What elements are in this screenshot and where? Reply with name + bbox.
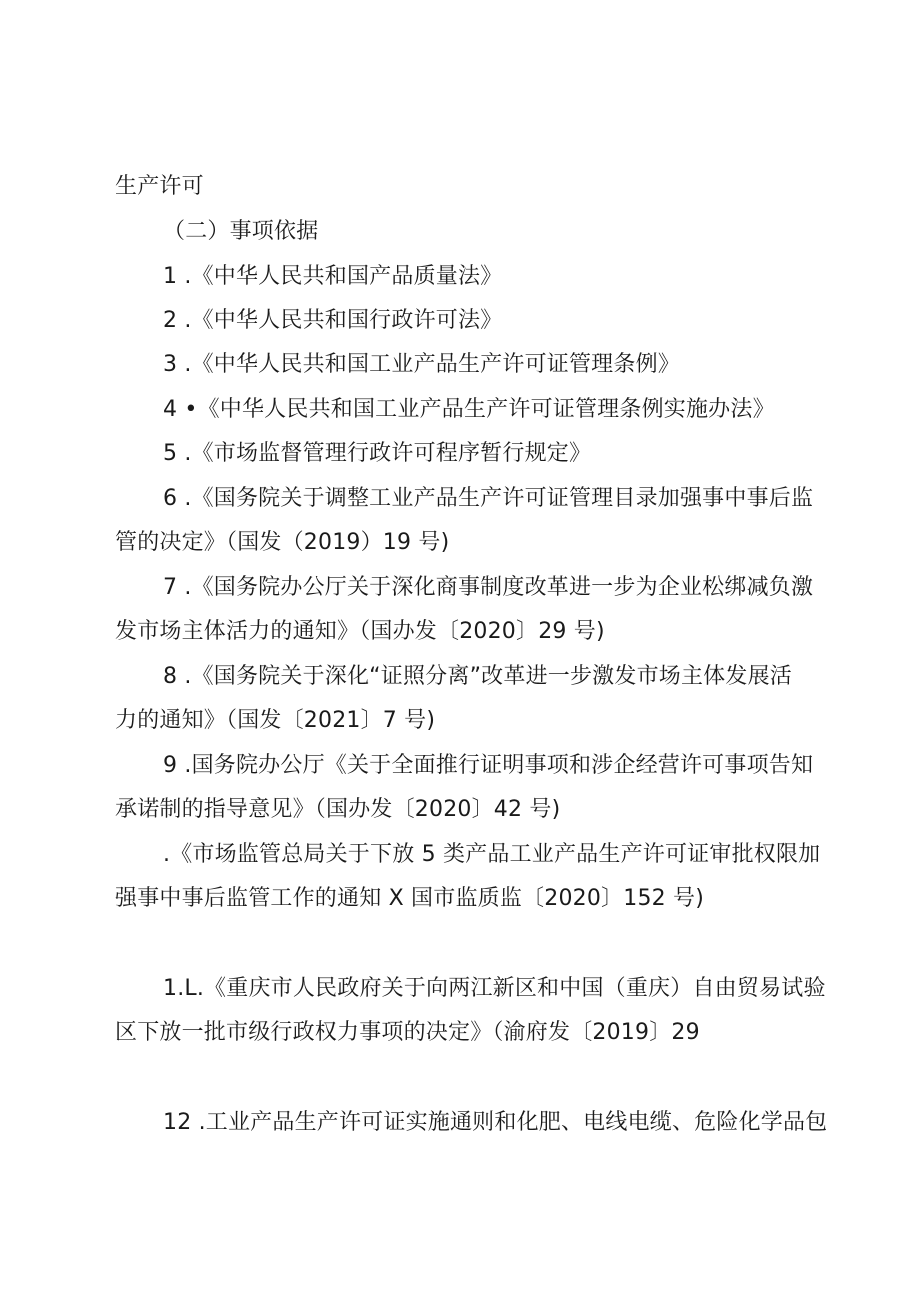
- basis-item-5: 5 .《市场监督管理行政许可程序暂行规定》: [163, 441, 592, 466]
- basis-item-8: 8 .《国务院关于深化“证照分离”改革进一步激发市场主体发展活: [163, 664, 792, 689]
- basis-item-10-cont: 强事中事后监管工作的通知 X 国市监质监〔2020〕152 号): [115, 886, 705, 911]
- basis-item-11-cont: 区下放一批市级行政权力事项的决定》（渝府发〔2019〕29: [115, 1020, 700, 1045]
- basis-item-2: 2 .《中华人民共和国行政许可法》: [163, 308, 503, 333]
- basis-item-1: 1 .《中华人民共和国产品质量法》: [163, 264, 503, 289]
- basis-item-7: 7 .《国务院办公厅关于深化商事制度改革进一步为企业松绑减负激: [163, 575, 814, 600]
- basis-item-11: 1.L.《重庆市人民政府关于向两江新区和中国（重庆）自由贸易试验: [163, 976, 826, 1001]
- section-heading: （二）事项依据: [163, 219, 319, 244]
- text-line-section-tail: 生产许可: [115, 174, 204, 199]
- basis-item-7-cont: 发市场主体活力的通知》（国办发〔2020〕29 号): [115, 619, 605, 644]
- basis-item-10: .《市场监管总局关于下放 5 类产品工业产品生产许可证审批权限加: [163, 842, 821, 867]
- basis-item-12: 12 .工业产品生产许可证实施通则和化肥、电线电缆、危险化学品包: [163, 1110, 828, 1135]
- basis-item-8-cont: 力的通知》（国发〔2021〕7 号): [115, 708, 436, 733]
- basis-item-4: 4 •《中华人民共和国工业产品生产许可证管理条例实施办法》: [163, 397, 775, 422]
- basis-item-9: 9 .国务院办公厅《关于全面推行证明事项和涉企经营许可事项告知: [163, 753, 814, 778]
- basis-item-3: 3 .《中华人民共和国工业产品生产许可证管理条例》: [163, 352, 680, 377]
- basis-item-6-cont: 管的决定》（国发（2019）19 号): [115, 530, 450, 555]
- basis-item-9-cont: 承诺制的指导意见》（国办发〔2020〕42 号): [115, 797, 561, 822]
- basis-item-6: 6 .《国务院关于调整工业产品生产许可证管理目录加强事中事后监: [163, 486, 814, 511]
